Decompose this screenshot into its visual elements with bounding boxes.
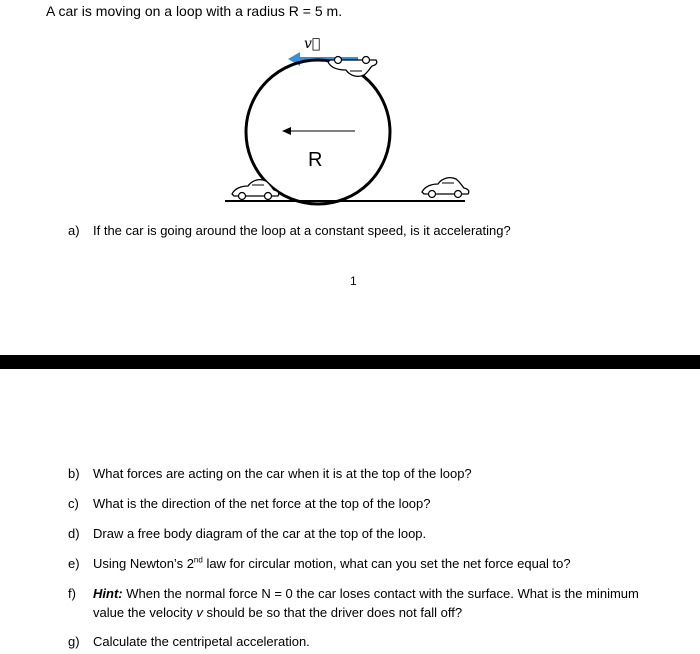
question-g-text: Calculate the centripetal acceleration. xyxy=(93,634,310,649)
car-top xyxy=(328,57,377,77)
radius-label: R xyxy=(308,149,323,171)
question-e-label: e) xyxy=(68,556,80,571)
question-a-text: If the car is going around the loop at a constant speed, is it accelerating? xyxy=(93,223,511,238)
question-e-text: Using Newton’s 2nd law for circular motion, what can you set the net force equal to? xyxy=(93,555,571,571)
car-right xyxy=(422,178,469,198)
question-b xyxy=(68,464,688,484)
question-d xyxy=(68,524,688,544)
question-g-label: g) xyxy=(68,634,80,649)
question-c xyxy=(68,494,688,514)
question-g xyxy=(68,632,688,652)
question-b-label: b) xyxy=(68,466,80,481)
page-divider xyxy=(0,355,700,369)
question-b-text: What forces are acting on the car when it is at the top of the loop? xyxy=(93,466,472,481)
problem-intro: A car is moving on a loop with a radius R = 5 m. xyxy=(46,3,343,19)
velocity-label: v⃗ xyxy=(304,36,321,52)
question-f xyxy=(68,584,688,624)
question-a-label: a) xyxy=(68,223,80,238)
question-e xyxy=(68,554,688,574)
car-left xyxy=(232,180,279,200)
loop-figure xyxy=(220,34,490,212)
question-f-label: f) xyxy=(68,586,76,601)
question-a xyxy=(68,221,688,241)
question-c-label: c) xyxy=(68,496,79,511)
hint-label: Hint: xyxy=(93,586,123,601)
question-f-text: Hint: When the normal force N = 0 the car loses contact with the surface. What is the minimum value the velocity v should be so that the driver does not fall off? xyxy=(93,586,639,620)
question-c-text: What is the direction of the net force at the top of the loop? xyxy=(93,496,431,511)
question-d-label: d) xyxy=(68,526,80,541)
page-number: 1 xyxy=(350,274,357,288)
question-d-text: Draw a free body diagram of the car at the top of the loop. xyxy=(93,526,427,541)
radius-arrow xyxy=(282,127,355,135)
